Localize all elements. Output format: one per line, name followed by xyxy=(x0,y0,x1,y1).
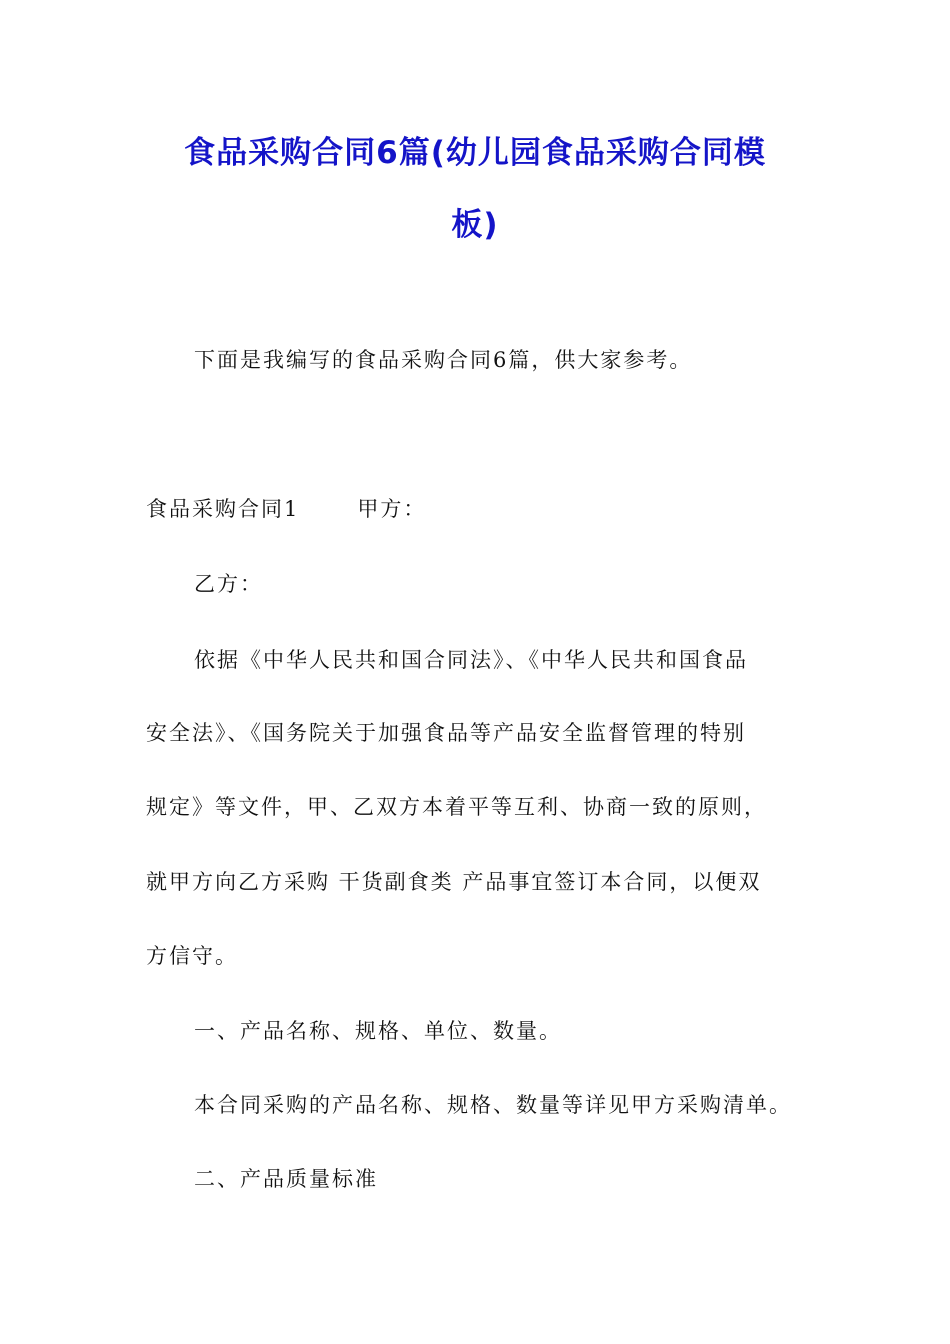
intro-text: 下面是我编写的食品采购合同6篇，供大家参考。 xyxy=(194,348,693,372)
document-title-line-2: 板) xyxy=(451,207,499,243)
clause-1-text: 本合同采购的产品名称、规格、数量等详见甲方采购清单。 xyxy=(194,1093,792,1117)
section-1-heading: 食品采购合同1 xyxy=(146,497,300,521)
paragraph-line: 安全法》、《国务院关于加强食品等产品安全监督管理的特别 xyxy=(146,721,746,745)
paragraph-line: 方信守。 xyxy=(146,944,238,968)
paragraph-line: 就甲方向乙方采购 干货副食类 产品事宜签订本合同，以便双 xyxy=(146,870,762,894)
section-1-heading-row xyxy=(146,499,426,520)
document-title-line-1: 食品采购合同6篇(幼儿园食品采购合同模 xyxy=(184,135,766,171)
party-a-label: 甲方： xyxy=(357,497,427,521)
party-b-label: 乙方： xyxy=(194,572,263,596)
clause-1-heading: 一、产品名称、规格、单位、数量。 xyxy=(194,1019,562,1043)
paragraph-line: 规定》等文件，甲、乙双方本着平等互利、协商一致的原则， xyxy=(146,795,767,819)
paragraph-line: 依据《中华人民共和国合同法》、《中华人民共和国食品 xyxy=(194,648,748,672)
clause-2-heading: 二、产品质量标准 xyxy=(194,1167,378,1191)
